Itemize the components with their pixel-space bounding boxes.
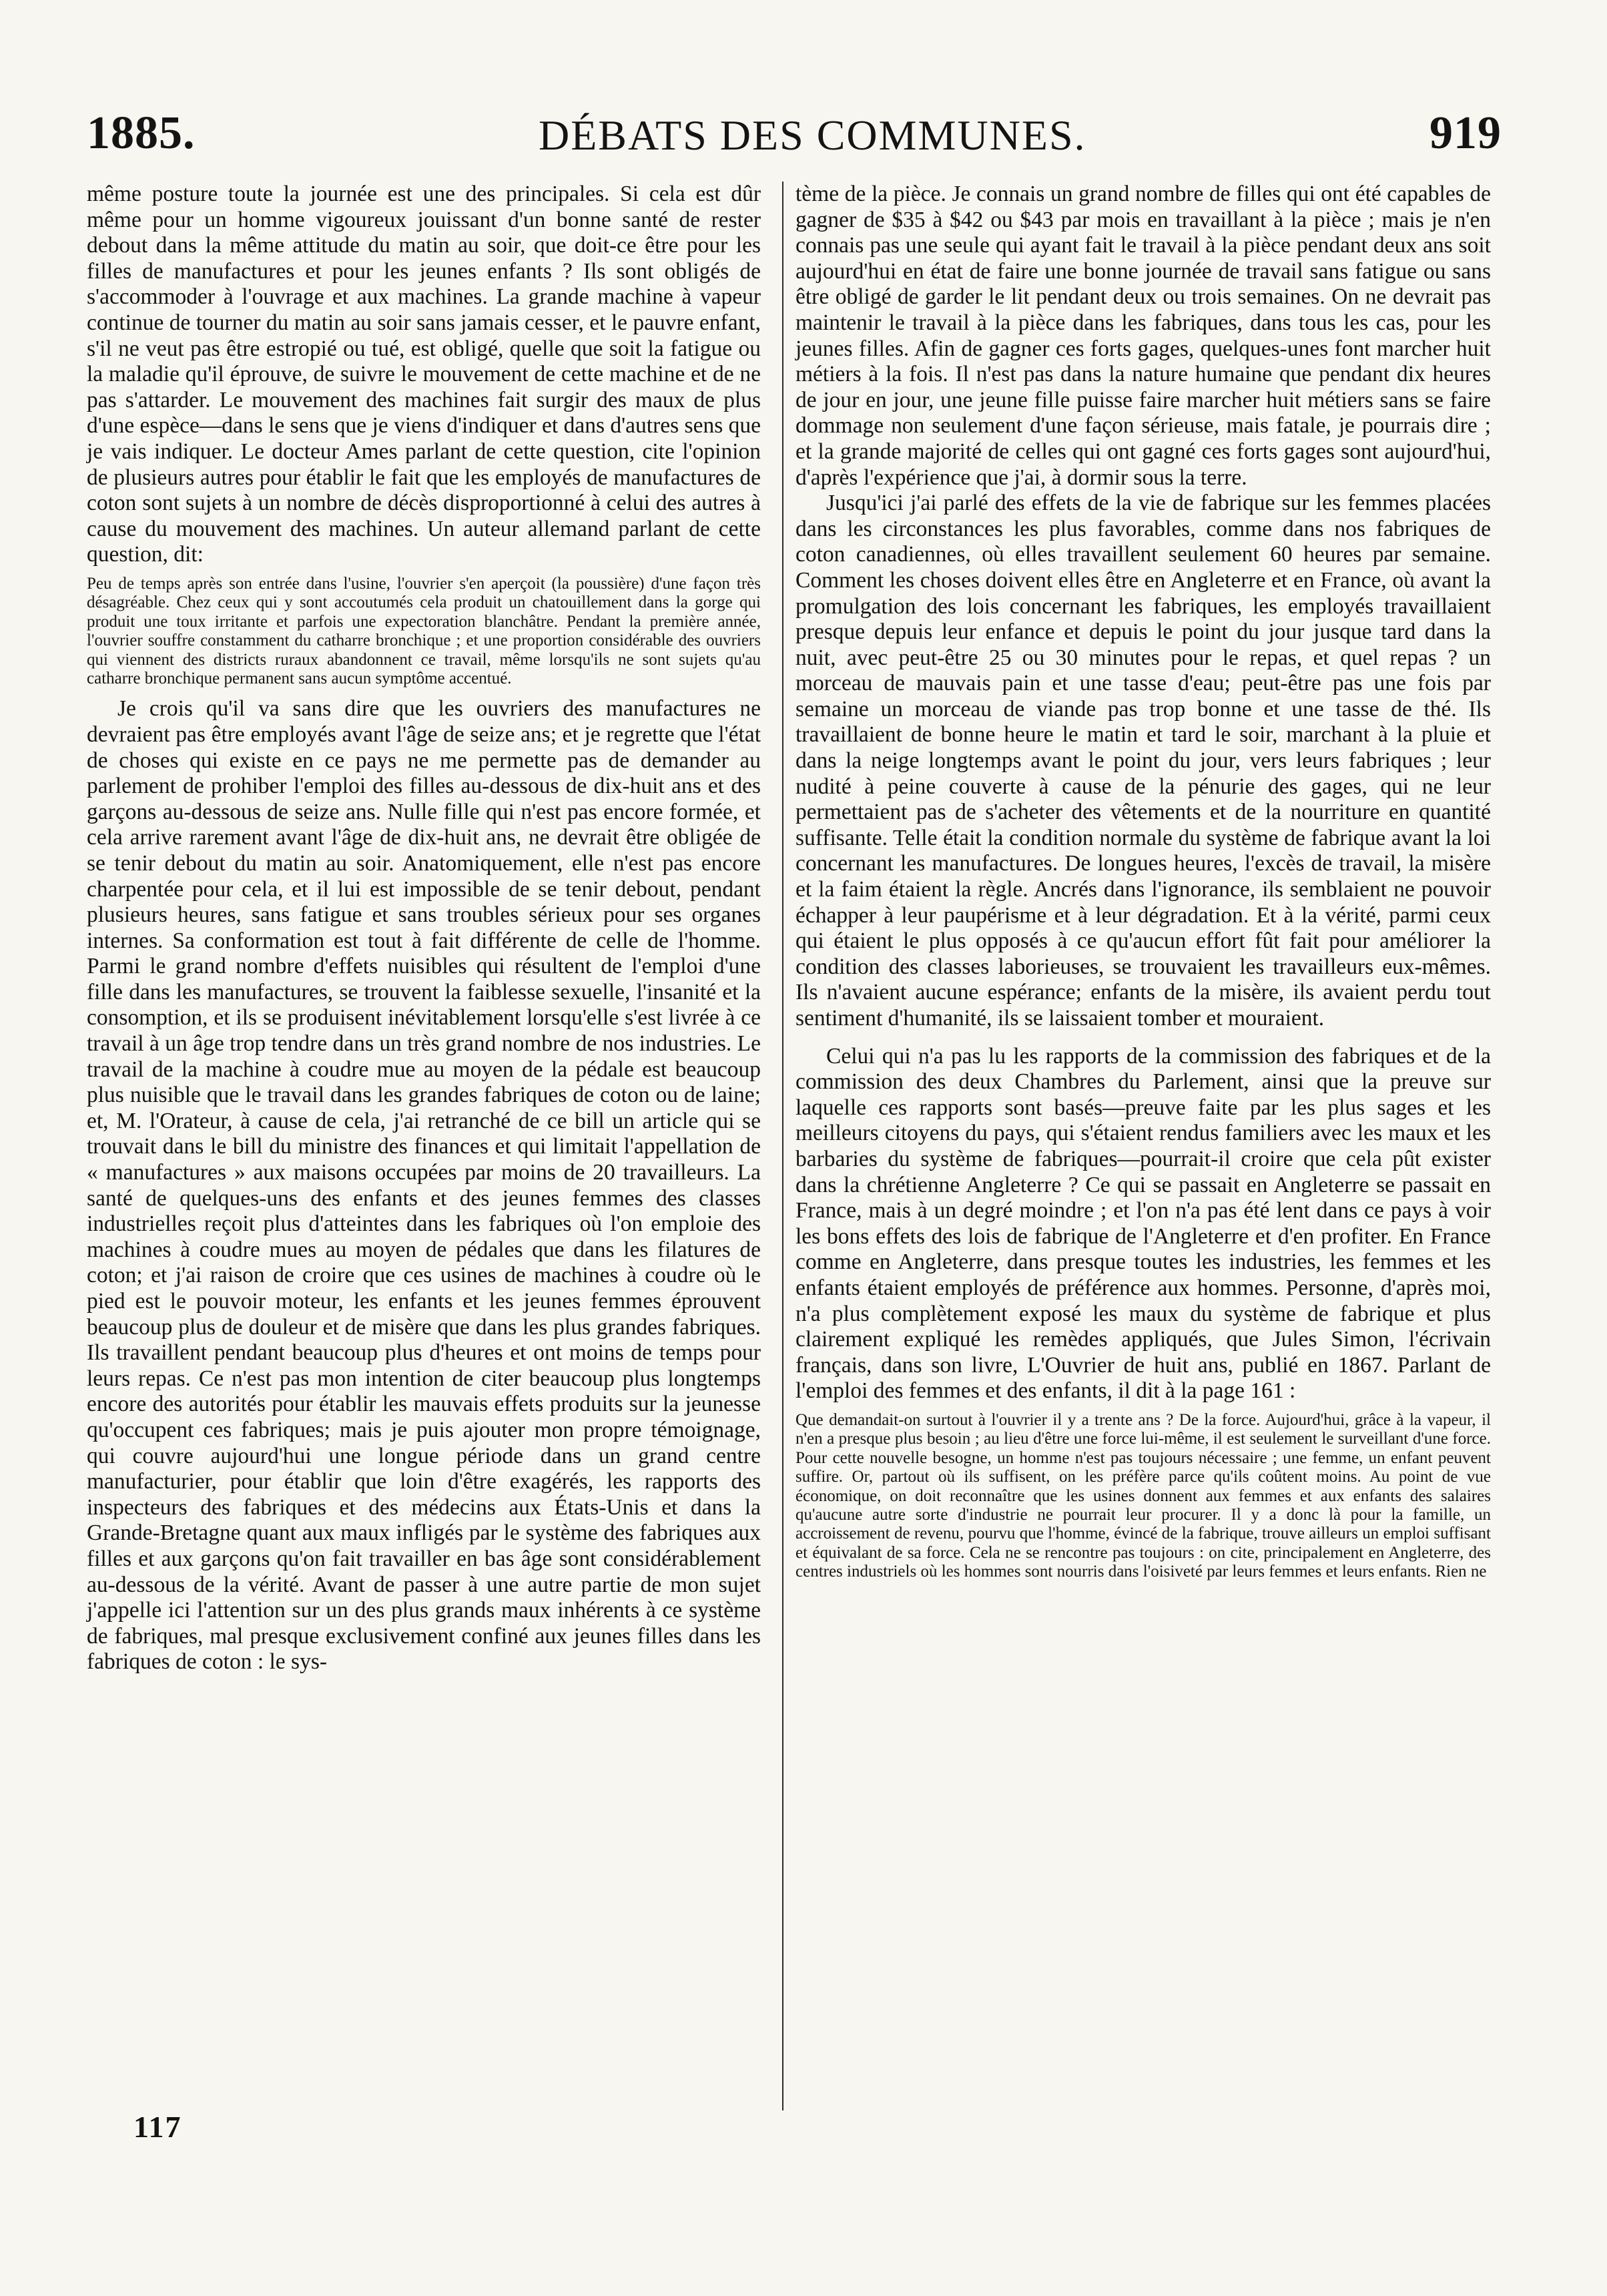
paragraph: Je crois qu'il va sans dire que les ouvriers des manufactures ne devraient pas être employés avant l'âge de seize ans; et je regrette que l'état de choses qui existe en ce pays ne me permette pas de demander au parlement de prohiber l'emploi des filles au-dessous de dix-huit ans et des garçons au-dessous de seize ans. Nulle fille qui n'est pas encore formée, et cela arrive rarement avant l'âge de dix-huit ans, ne devrait être obligée de se tenir debout du matin au soir. Anatomiquement, elle n'est pas encore charpentée pour cela, et il lui est impossible de se tenir debout, pendant plusieurs heures, sans fatigue et sans troubles sérieux pour ses organes internes. Sa conformation est tout à fait différente de celle de l'homme. Parmi le grand nombre d'effets nuisibles qui résultent de l'emploi d'une fille dans les manufactures, se trouvent la faiblesse sexuelle, l'insanité et la consomption, et ils se produisent inévitablement lorsqu'elle s'est livrée à ce travail à un âge trop tendre dans un très grand nombre de nos industries. Le travail de la machine à coudre mue au moyen de la pédale est beaucoup plus nuisible que le travail dans les grandes fabriques de coton ou de laine; et, M. l'Orateur, à cause de cela, j'ai retranché de ce bill un article qui se trouvait dans le bill du ministre des finances et qui limitait l'appellation de « manufactures » aux maisons occupées par moins de 20 travailleurs. La santé de quelques-uns des enfants et des jeunes femmes des classes industrielles reçoit plus d'atteintes dans les fabriques où l'on emploie des machines à coudre mues au moyen de pédales que dans les filatures de coton; et j'ai raison de croire que ces usines de machines à coudre où le pied est le pouvoir moteur, les enfants et les jeunes femmes éprouvent beaucoup plus de douleur et de misère que dans les plus grandes fabriques. Ils travaillent pendant beaucoup plus d'heures et ont moins de temps pour leurs repas. Ce n'est pas mon intention de citer beaucoup plus longtemps encore des autorités pour établir les mauvais effets produits sur la jeunesse qu'occupent ces fabriques; mais je puis ajouter mon propre témoignage, qui couvre aujourd'hui une longue période dans un grand centre manufacturier, pour établir que loin d'être exagérés, les rapports des inspecteurs des fabriques et des médecins aux États-Unis et dans la Grande-Bretagne quant aux maux infligés par le système des fabriques aux filles et aux garçons qu'on fait travailler en bas âge sont considérablement au-dessous de la vérité. Avant de passer à une autre partie de mon sujet j'appelle ici l'attention sur un des plus grands maux inhérents à ce système de fabriques, mal presque exclusivement confiné aux jeunes filles dans les fabriques de coton : le sys- [87, 696, 761, 1675]
paragraph: même posture toute la journée est une des principales. Si cela est dûr même pour un homme vigoureux jouissant d'un bonne santé de rester debout dans la même attitude du matin au soir, que doit-ce être pour les filles de manufactures et pour les jeunes enfants ? Ils sont obligés de s'accommoder à l'ouvrage et aux machines. La grande machine à vapeur continue de tourner du matin au soir sans jamais cesser, et le pauvre enfant, s'il ne veut pas être estropié ou tué, est obligé, quelle que soit la fatigue ou la maladie qu'il éprouve, de suivre le mouvement de cette machine et de ne pas s'attarder. Le mouvement des machines fait surgir des maux de plus d'une espèce—dans le sens que je viens d'indiquer et dans d'autres sens que je vais indiquer. Le docteur Ames parlant de cette question, cite l'opinion de plusieurs autres pour établir le fait que les employés de manufactures de coton sont sujets à un nombre de décès disproportionné à celui des autres à cause du mouvement des machines. Un auteur allemand parlant de cette question, dit: [87, 182, 761, 567]
block-quote: Que demandait-on surtout à l'ouvrier il y a trente ans ? De la force. Aujourd'hui, grâce à la vapeur, il n'en a presque plus besoin ; au lieu d'être une force lui-même, il est seulement le surveillant d'une force. Pour cette nouvelle besogne, un homme n'est pas toujours nécessaire ; une femme, un enfant peuvent suffire. Or, partout où ils suffisent, on les préfère parce qu'ils coûtent moins. Au point de vue économique, on doit reconnaître que les usines donnent aux femmes et aux enfants des salaires qu'aucune autre sorte d'industrie ne pourrait leur procurer. Il y a donc là pour la famille, un accroissement de revenu, pourvu que l'homme, évincé de la fabrique, trouve ailleurs un emploi suffisant et équivalant de sa force. Cela ne se rencontre pas toujours : on cite, principalement en Angleterre, des centres industriels où les hommes sont nourris dans l'oisiveté par leurs femmes et leurs enfants. Rien ne [795, 1410, 1491, 1581]
column-divider [782, 182, 783, 2110]
block-quote: Peu de temps après son entrée dans l'usine, l'ouvrier s'en aperçoit (la poussière) d'une façon très désagréable. Chez ceux qui y sont accoutumés cela produit un chatouillement dans la gorge qui produit une toux irritante et parfois une expectoration blanchâtre. Pendant la première année, l'ouvrier souffre constamment du catharre bronchique ; et une proportion considérable des ouvriers qui viennent des districts ruraux abandonnent ce travail, même lorsqu'ils ne sont sujets qu'au catharre bronchique permanent sans aucun symptôme accentué. [87, 574, 761, 687]
paragraph: tème de la pièce. Je connais un grand nombre de filles qui ont été capables de gagner de $35 à $42 ou $43 par mois en travaillant à la pièce ; mais je n'en connais pas une seule qui ayant fait le travail à la pièce pendant deux ans soit aujourd'hui en état de faire une bonne journée de travail sans fatigue ou sans être obligé de garder le lit pendant deux ou trois semaines. On ne devrait pas maintenir le travail à la pièce dans les fabriques, dans tous les cas, pour les jeunes filles. Afin de gagner ces forts gages, quelques-unes font marcher huit métiers à la fois. Il n'est pas dans la nature humaine que pendant dix heures de jour en jour, une jeune fille puisse faire marcher huit métiers sans se faire dommage non seulement d'une façon sérieuse, mais fatale, je pourrais dire ; et la grande majorité de celles qui ont gagné ces forts gages sont aujourd'hui, d'après l'expérience que j'ai, à dormir sous la terre. [795, 182, 1491, 490]
page-header [87, 100, 1502, 160]
right-column [795, 182, 1491, 1590]
page-number: 919 [1429, 107, 1502, 159]
signature-mark: 117 [133, 2110, 182, 2144]
header-title: DÉBATS DES COMMUNES. [538, 111, 1086, 159]
left-column [87, 182, 761, 1675]
paragraph: Celui qui n'a pas lu les rapports de la commission des fabriques et de la commission des deux Chambres du Parlement, ainsi que la preuve sur laquelle ces rapports sont basés—preuve faite par les plus sages et les meilleurs citoyens du pays, qui s'étaient rendus familiers avec les maux et les barbaries du système de fabriques—pourrait-il croire que cela pût exister dans la chrétienne Angleterre ? Ce qui se passait en Angleterre se passait en France, mais à un degré moindre ; et l'on n'a pas été lent dans ce pays à voir les bons effets des lois de fabrique de l'Angleterre et d'en profiter. En France comme en Angleterre, dans presque toutes les industries, les femmes et les enfants étaient employés de préférence aux hommes. Personne, d'après moi, n'a plus complètement exposé les maux du système de fabrique et plus clairement expliqué les remèdes appliqués, que Jules Simon, l'écrivain français, dans son livre, L'Ouvrier de huit ans, publié en 1867. Parlant de l'emploi des femmes et des enfants, il dit à la page 161 : [795, 1043, 1491, 1404]
paragraph: Jusqu'ici j'ai parlé des effets de la vie de fabrique sur les femmes placées dans les circonstances les plus favorables, comme dans nos fabriques de coton canadiennes, où elles travaillent seulement 60 heures par semaine. Comment les choses doivent elles être en Angleterre et en France, où avant la promulgation des lois concernant les fabriques, les employés travaillaient presque depuis leur enfance et depuis le point du jour jusque tard dans la nuit, avec peut-être 25 ou 30 minutes pour le repas, et quel repas ? un morceau de mauvais pain et une tasse d'eau; peut-être pas une fois par semaine un morceau de viande pas trop bonne et une tasse de thé. Ils travaillaient de bonne heure le matin et tard le soir, marchant à la pluie et dans la neige longtemps avant le point du jour, vers leurs fabriques ; leur nudité à peine couverte à cause de la pénurie des gages, qui ne leur permettaient pas de s'acheter des vêtements et de la nourriture en quantité suffisante. Telle était la condition normale du système de fabrique avant la loi concernant les manufactures. De longues heures, l'excès de travail, la misère et la faim étaient la règle. Ancrés dans l'ignorance, ils semblaient ne pouvoir échapper à leur paupérisme et à leur dégradation. Et à la vérité, parmi ceux qui étaient le plus opposés à ce qu'aucun effort fût fait pour améliorer la condition des classes laborieuses, se trouvaient les travailleurs eux-mêmes. Ils n'avaient aucune espérance; enfants de la misère, ils avaient perdu tout sentiment d'humanité, ils se laissaient tomber et mouraient. [795, 491, 1491, 1031]
header-year: 1885. [87, 107, 196, 159]
